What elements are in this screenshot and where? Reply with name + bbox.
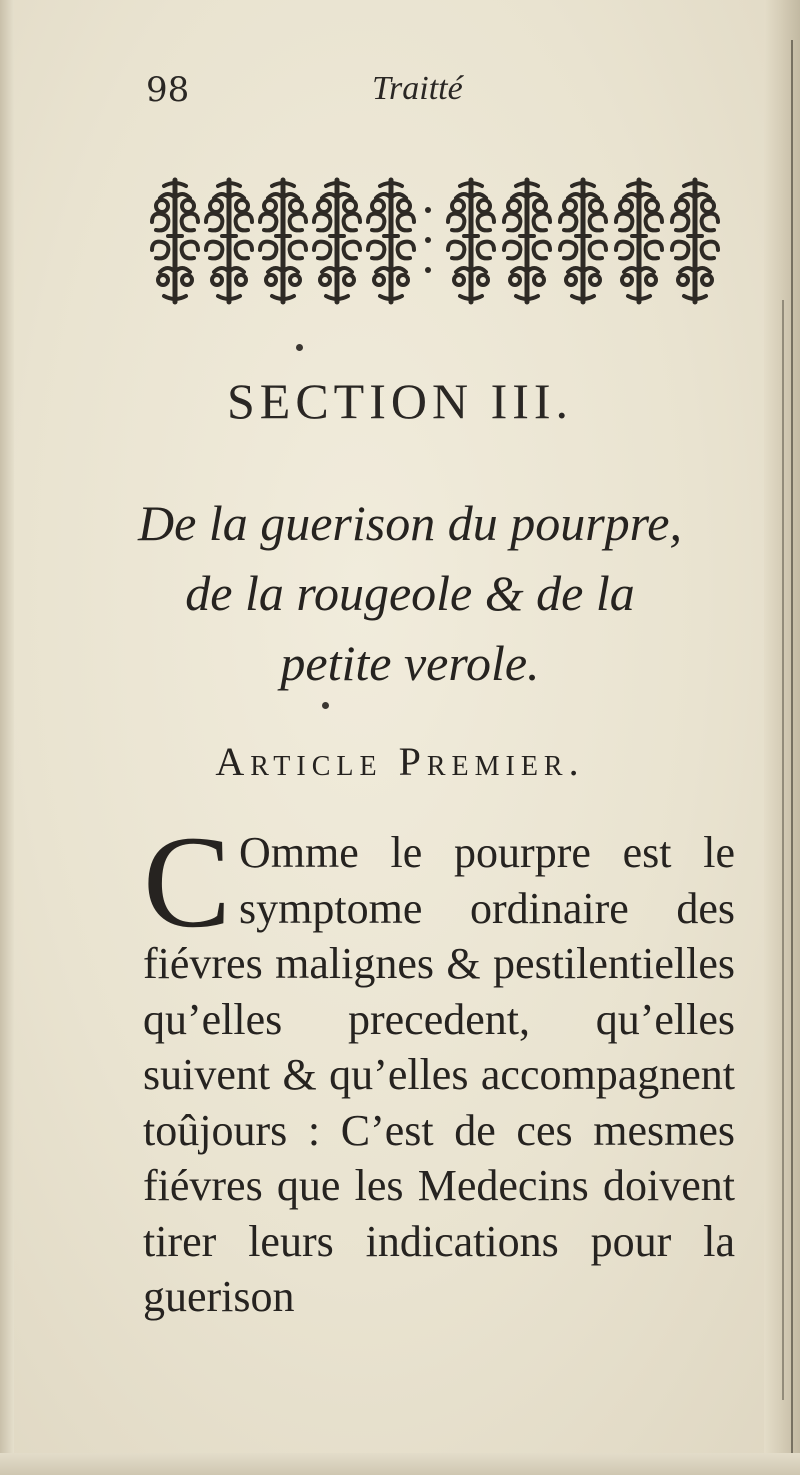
headpiece-ornament-band xyxy=(146,176,730,306)
page-number: 98 xyxy=(146,70,190,110)
body-text: Omme le pourpre est le symptome ordinaire des fiévres malignes & pestilentielles qu’elles precedent, qu’elles suivent & qu’elles accompagnent toûjours : C’est de ces mesmes fiévres que les Medecins doivent tirer leurs indications pour la guerison xyxy=(143,828,735,1321)
chapter-title-line: de la rougeole & de la xyxy=(185,565,635,621)
page-header xyxy=(0,70,800,120)
article-heading: Article Premier. xyxy=(215,739,585,784)
chapter-title-line: De la guerison du pourpre, xyxy=(138,495,682,551)
ink-dot xyxy=(322,702,329,709)
page-bottom-edge xyxy=(0,1453,800,1475)
section-heading: SECTION III. xyxy=(226,373,574,429)
chapter-title xyxy=(90,488,730,698)
ink-dot xyxy=(296,344,303,351)
running-title: Traitté xyxy=(372,70,463,107)
drop-cap-initial: C xyxy=(143,808,232,955)
chapter-title-line: petite verole. xyxy=(280,635,540,691)
body-paragraph xyxy=(143,808,735,1325)
